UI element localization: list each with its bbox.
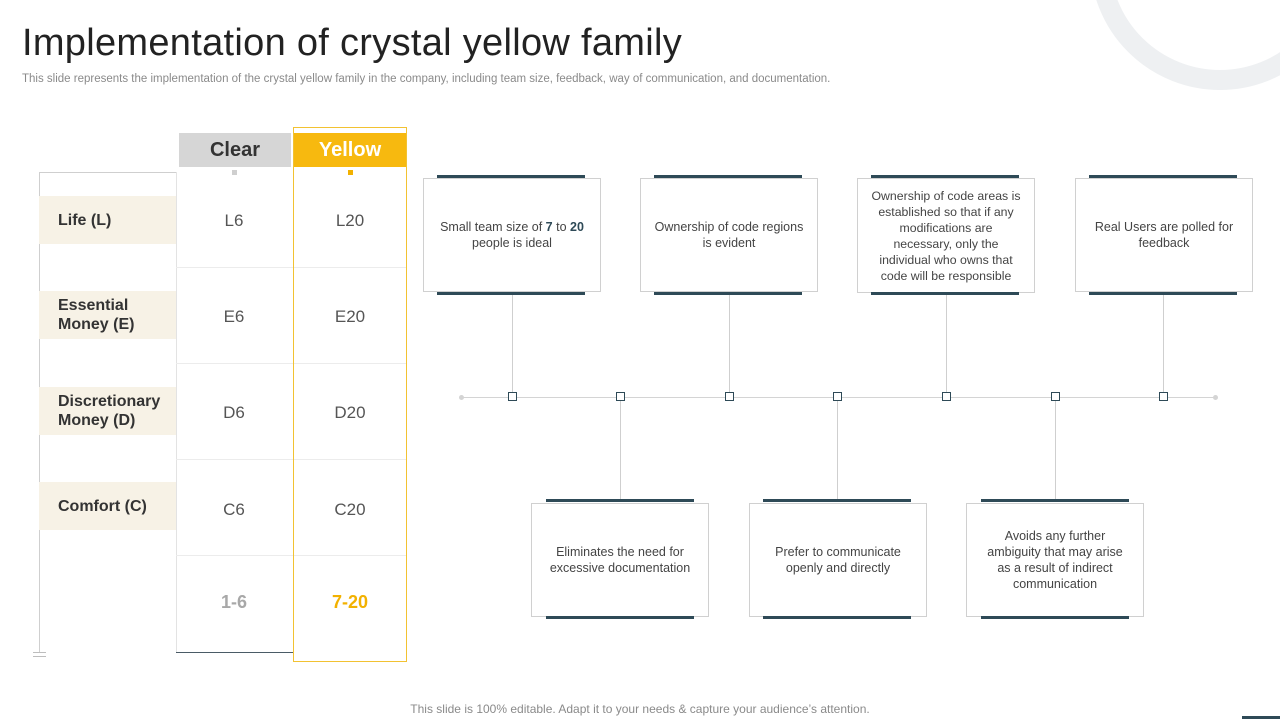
table-axis-top-line	[39, 172, 176, 173]
card-code-regions: Ownership of code regions is evident	[640, 178, 818, 292]
timeline-node	[616, 392, 625, 401]
decorative-arc	[1090, 0, 1280, 90]
row-label-essential-money: Essential Money (E)	[39, 291, 176, 339]
timeline-node	[725, 392, 734, 401]
row-label-life: Life (L)	[39, 196, 176, 244]
timeline-node	[508, 392, 517, 401]
timeline-node	[942, 392, 951, 401]
timeline-start-dot	[459, 395, 464, 400]
card-bottom-bar	[763, 616, 911, 619]
cell-yellow-discretionary: D20	[334, 403, 366, 422]
page-subtitle: This slide represents the implementation of the crystal yellow family in the company, including team size, feedback, way of communication, and documentation.	[22, 73, 831, 85]
header-clear: Clear	[179, 133, 291, 167]
card-bottom-bar	[871, 292, 1019, 295]
connector-line	[512, 293, 513, 393]
card-bottom-bar	[654, 292, 802, 295]
table-axis-base	[33, 656, 46, 657]
timeline-end-dot	[1213, 395, 1218, 400]
cell-yellow-essential: E20	[334, 307, 366, 326]
header-yellow: Yellow	[294, 133, 406, 167]
card-top-bar	[546, 499, 694, 502]
connector-line	[729, 293, 730, 393]
row-label-comfort: Comfort (C)	[39, 482, 176, 530]
connector-line	[946, 293, 947, 393]
cell-yellow-comfort: C20	[334, 500, 366, 519]
card-ambiguity: Avoids any further ambiguity that may arise as a result of indirect communication	[966, 503, 1144, 617]
timeline-node	[833, 392, 842, 401]
row-label-discretionary-money: Discretionary Money (D)	[39, 387, 176, 435]
cell-clear-life: L6	[224, 211, 244, 230]
card-bottom-bar	[546, 616, 694, 619]
card-documentation: Eliminates the need for excessive documentation	[531, 503, 709, 617]
range-clear: 1-6	[220, 592, 247, 612]
connector-line	[1055, 401, 1056, 501]
page-title: Implementation of crystal yellow family	[22, 22, 683, 64]
card-communication: Prefer to communicate openly and directly	[749, 503, 927, 617]
card-top-bar	[763, 499, 911, 502]
table-bottom-line	[176, 652, 293, 653]
cell-clear-discretionary: D6	[223, 403, 245, 422]
connector-line	[1163, 293, 1164, 393]
card-bottom-bar	[437, 292, 585, 295]
card-bottom-bar	[1089, 292, 1237, 295]
team-size-min: 7	[545, 220, 553, 234]
cell-clear-essential: E6	[223, 307, 245, 326]
corner-accent	[1242, 716, 1280, 719]
connector-line	[837, 401, 838, 501]
timeline-node	[1051, 392, 1060, 401]
card-team-size-text: Small team size of 7 to 20 people is ideal	[440, 220, 584, 250]
range-yellow: 7-20	[331, 592, 369, 612]
footer-note: This slide is 100% editable. Adapt it to your needs & capture your audience’s attention.	[410, 702, 870, 716]
cell-clear-comfort: C6	[223, 500, 245, 519]
card-top-bar	[981, 499, 1129, 502]
card-team-size	[423, 178, 601, 292]
timeline-node	[1159, 392, 1168, 401]
card-bottom-bar	[981, 616, 1129, 619]
table-axis-base	[33, 652, 46, 653]
card-code-ownership: Ownership of code areas is established so that if any modifications are necessary, only the individual who owns that code will be responsible	[857, 178, 1035, 293]
connector-line	[620, 401, 621, 501]
team-size-max: 20	[570, 220, 584, 234]
card-user-feedback: Real Users are polled for feedback	[1075, 178, 1253, 292]
cell-yellow-life: L20	[335, 211, 365, 230]
